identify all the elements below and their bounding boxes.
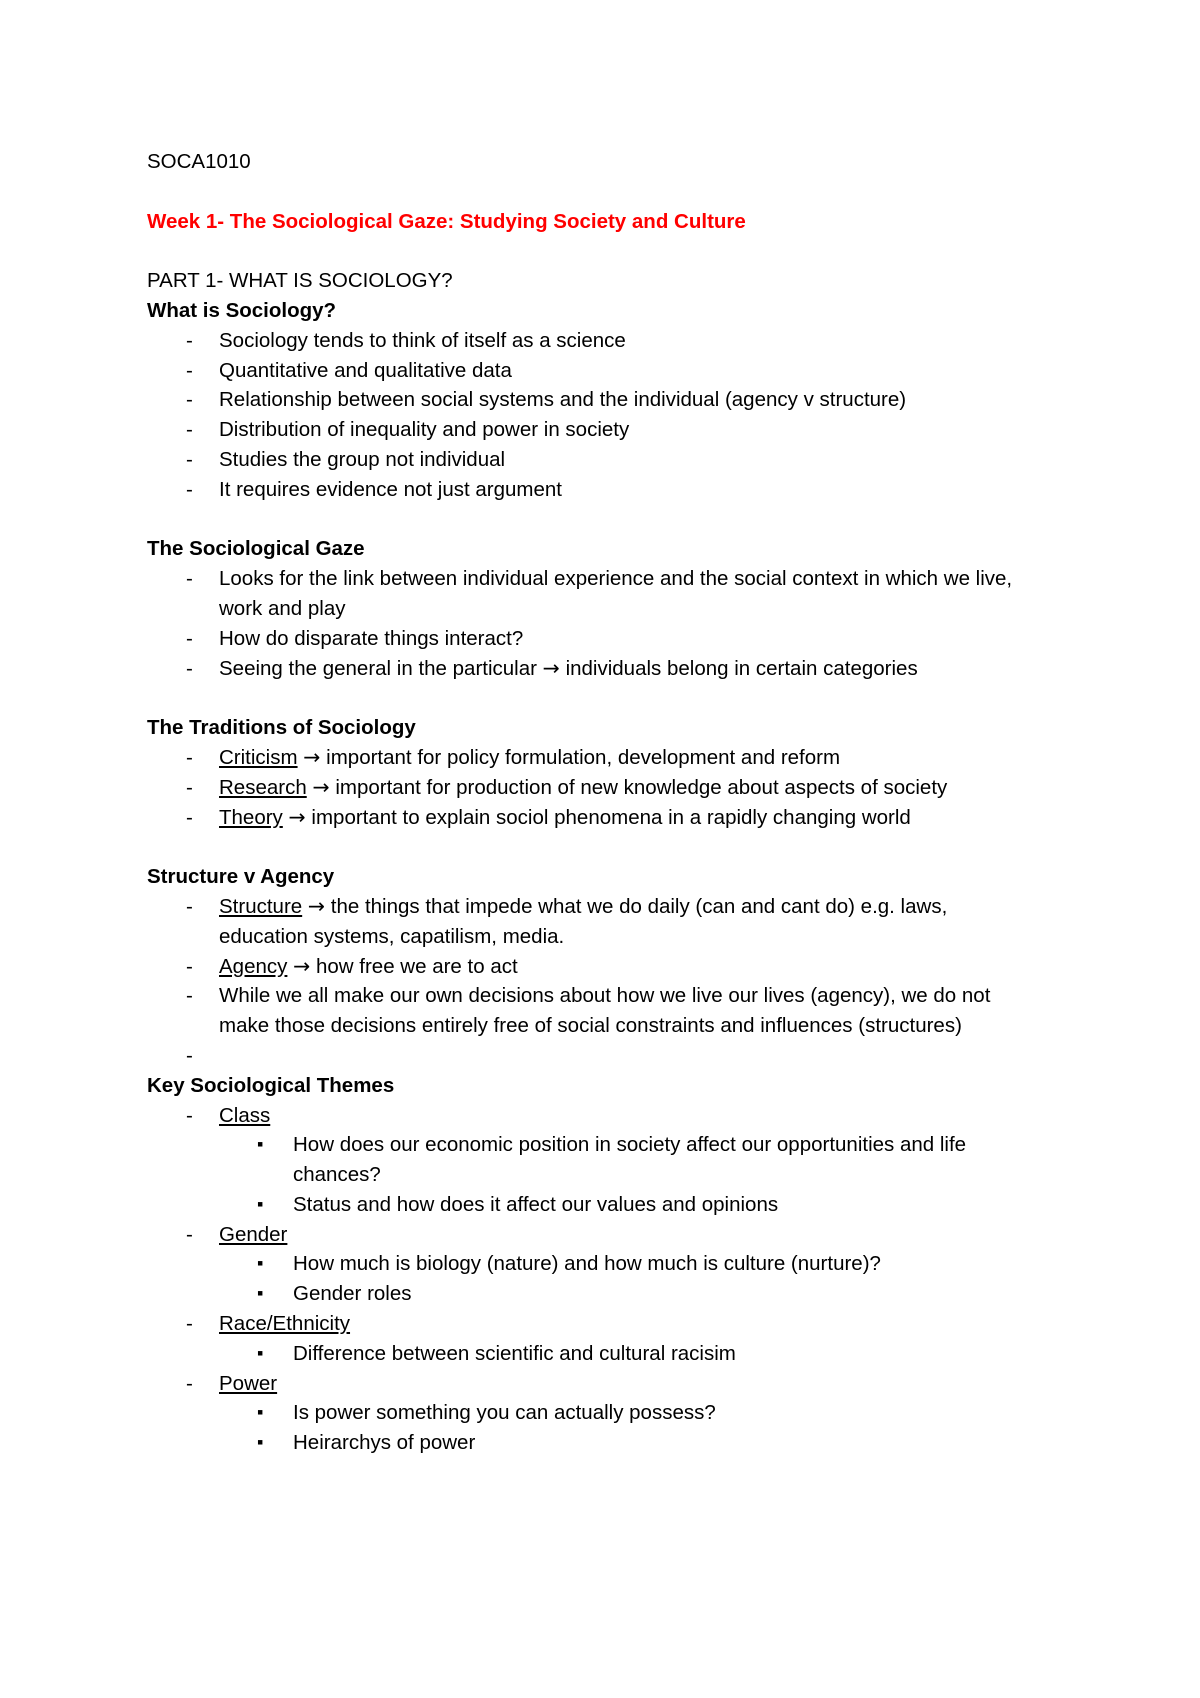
term-description: how free we are to act bbox=[315, 954, 518, 978]
list-item bbox=[147, 654, 1039, 684]
list-item bbox=[147, 773, 1039, 803]
theme-label: Class bbox=[219, 1103, 271, 1127]
arrow-icon: → bbox=[542, 655, 560, 680]
traditions-list bbox=[147, 743, 1100, 832]
sub-item: ▪ How does our economic position in society affect our opportunities and life chances? bbox=[147, 1130, 1053, 1190]
term-structure: Structure bbox=[219, 894, 303, 918]
list-item: - While we all make our own decisions about how we live our lives (agency), we do not make those decisions entirely free of social constraints and influences (structures) bbox=[147, 981, 1039, 1041]
course-code: SOCA1010 bbox=[147, 150, 251, 173]
sub-item: ▪ Heirarchys of power bbox=[147, 1428, 1053, 1458]
heading-traditions: The Traditions of Sociology bbox=[147, 716, 416, 740]
list-item: - Distribution of inequality and power in society bbox=[147, 415, 1039, 445]
sub-item: ▪ Is power something you can actually possess? bbox=[147, 1398, 1053, 1428]
theme-label: Race/Ethnicity bbox=[219, 1312, 351, 1336]
list-item: - Relationship between social systems and the individual (agency v structure) bbox=[147, 385, 1039, 415]
theme-race-ethnicity bbox=[147, 1309, 1039, 1339]
arrow-icon: → bbox=[288, 804, 306, 829]
arrow-icon: → bbox=[293, 953, 311, 978]
list-item: - How do disparate things interact? bbox=[147, 624, 1039, 654]
theme-label: Power bbox=[219, 1371, 278, 1395]
term-research: Research bbox=[219, 775, 307, 799]
term-theory: Theory bbox=[219, 805, 283, 829]
list-item: - Looks for the link between individual experience and the social context in which we live, work and play bbox=[147, 564, 1039, 624]
theme-class bbox=[147, 1101, 1039, 1131]
sub-item: ▪ Difference between scientific and cultural racisim bbox=[147, 1339, 1053, 1369]
list-item: - It requires evidence not just argument bbox=[147, 475, 1039, 505]
sub-item: ▪ How much is biology (nature) and how much is culture (nurture)? bbox=[147, 1249, 1053, 1279]
term-description: the things that impede what we do daily (can and cant do) e.g. laws, education systems, capatilism, media. bbox=[219, 894, 948, 948]
item-text: Seeing the general in the particular bbox=[219, 656, 537, 680]
empty-list-item bbox=[147, 1041, 1039, 1071]
what-is-sociology-list bbox=[147, 326, 1100, 505]
theme-gender bbox=[147, 1220, 1039, 1250]
list-item bbox=[147, 952, 1039, 982]
part-title: PART 1- WHAT IS SOCIOLOGY? bbox=[147, 269, 453, 293]
list-item bbox=[147, 743, 1039, 773]
list-item: - Sociology tends to think of itself as a science bbox=[147, 326, 1039, 356]
structure-agency-list bbox=[147, 892, 1100, 1071]
theme-power bbox=[147, 1369, 1039, 1399]
arrow-icon: → bbox=[307, 893, 326, 918]
heading-sociological-gaze: The Sociological Gaze bbox=[147, 537, 365, 561]
list-item bbox=[147, 892, 1039, 952]
sub-item: ▪ Gender roles bbox=[147, 1279, 1053, 1309]
term-description: important to explain sociol phenomena in a rapidly changing world bbox=[311, 805, 911, 829]
heading-what-is-sociology: What is Sociology? bbox=[147, 298, 337, 322]
term-agency: Agency bbox=[219, 954, 288, 978]
key-themes-list bbox=[147, 1101, 1100, 1459]
term-description: important for policy formulation, development and reform bbox=[326, 745, 841, 769]
sub-item: ▪ Status and how does it affect our values and opinions bbox=[147, 1190, 1053, 1220]
term-description: important for production of new knowledge about aspects of society bbox=[335, 775, 948, 799]
item-text: individuals belong in certain categories bbox=[565, 656, 918, 680]
arrow-icon: → bbox=[312, 774, 330, 799]
week-title: Week 1- The Sociological Gaze: Studying Society and Culture bbox=[147, 209, 746, 233]
term-criticism: Criticism bbox=[219, 745, 298, 769]
list-item: - Studies the group not individual bbox=[147, 445, 1039, 475]
list-item bbox=[147, 803, 1039, 833]
heading-structure-agency: Structure v Agency bbox=[147, 865, 335, 889]
list-item: - Quantitative and qualitative data bbox=[147, 356, 1039, 386]
theme-label: Gender bbox=[219, 1222, 288, 1246]
arrow-icon: → bbox=[303, 744, 321, 769]
sociological-gaze-list bbox=[147, 564, 1100, 683]
heading-key-themes: Key Sociological Themes bbox=[147, 1073, 395, 1097]
